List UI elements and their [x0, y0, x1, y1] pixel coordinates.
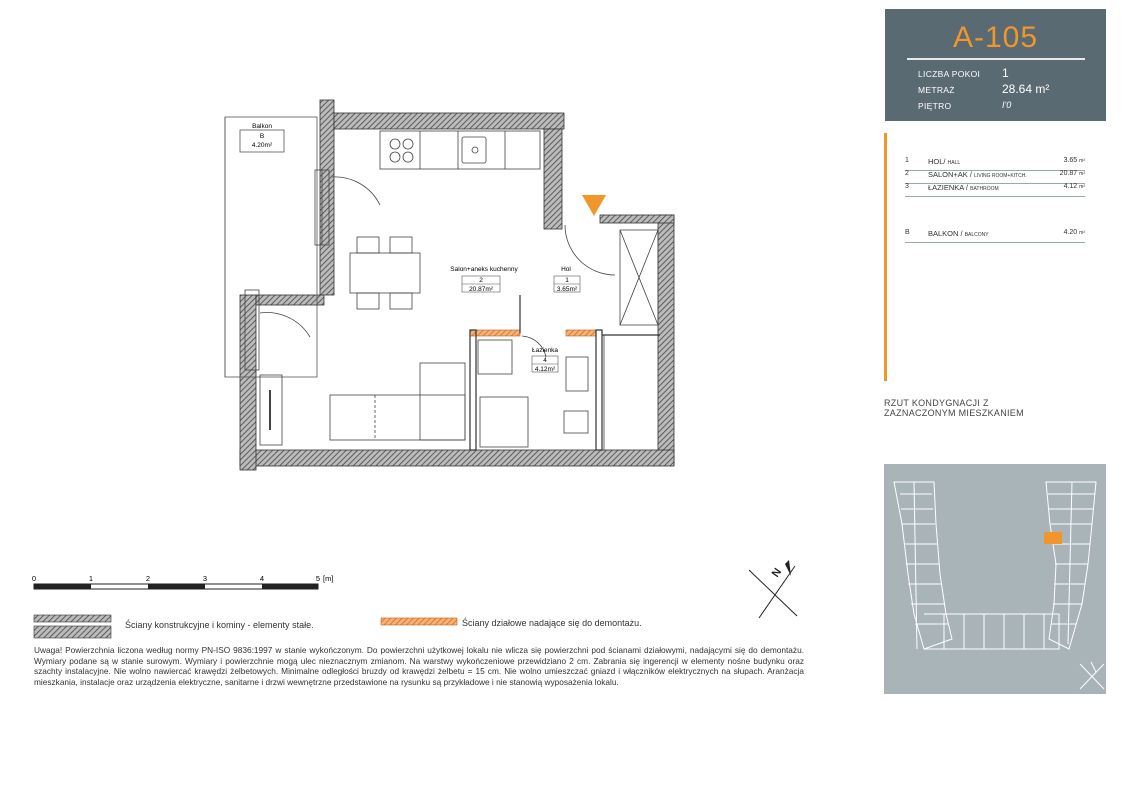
selected-apartment-marker	[1044, 532, 1062, 544]
dining-table	[350, 237, 420, 309]
legend-structural-swatch	[33, 614, 113, 640]
hol-plan-area: 3.65m²	[556, 286, 578, 293]
disclaimer-notes: Uwaga! Powierzchnia liczona według normy PN-ISO 9836:1997 w stanie wykończonym. Do powierzchni użytkowej lokalu nie wlicza się powierzchni pod ścianami działowymi, nadającymi się do demontażu. Wymiary podane są w stanie surowym. Wymiary i powierzchnie mogą ulec nieznacznym zmianom. Na warstwy wykończeniowe przewidziano 2 cm. Zabrania się ingerencji w elementy nośne budynku oraz szachty instalacyjne. Nie wolno nawiercać krawędzi żelbetowych. Minimalne odległości bruzdy od krawędzi żelbetu = 15 cm. Nie wolno umieszczać gniazd i włączników elektrycznych na słupach. Aranżacja mieszkania, instalacje oraz urządzenia elektryczne, sanitarne i drzwi wewnętrzne przedstawione na rysunku są przykładowe i nie stanowią wyposażenia lokalu.	[34, 645, 804, 687]
rooms-value: 1	[1002, 66, 1009, 80]
legend-structural-text: Ściany konstrukcyjne i kominy - elementy stałe.	[125, 620, 314, 630]
hall-wardrobe	[565, 225, 658, 325]
scale-bar	[30, 572, 350, 598]
balcony-plan-area: 4.20m²	[251, 142, 273, 149]
scale-tick-3: 3	[202, 574, 208, 583]
north-label: N	[769, 566, 785, 580]
rzut-title-1: RZUT KONDYGNACJI Z	[884, 398, 989, 408]
area-value: 28.64 m²	[1002, 82, 1050, 96]
scale-tick-2: 2	[145, 574, 151, 583]
salon-plan-name: Salon+aneks kuchenny	[450, 266, 518, 273]
area-label: METRAŻ	[918, 85, 955, 95]
lazienka-plan-name: Łazienka	[531, 347, 559, 354]
legend-removable-text: Ściany działowe nadające się do demontażu.	[462, 618, 642, 628]
scale-unit: [m]	[323, 574, 334, 583]
lazienka-plan-num: 4	[543, 357, 547, 364]
accent-bar	[884, 133, 887, 381]
room-row-living: 2 SALON+AK / LIVING ROOM+KITCH. 20.87 m²	[905, 170, 1085, 184]
floor-value: I'0	[1002, 100, 1012, 110]
balcony-plan-num: B	[259, 133, 265, 140]
room-row-bathroom: 3 ŁAZIENKA / BATHROOM 4.12 m²	[905, 183, 1085, 197]
hol-plan-num: 1	[565, 277, 569, 284]
hol-plan-name: Hol	[561, 266, 571, 273]
north-arrow-icon	[745, 556, 805, 621]
scale-tick-0: 0	[31, 574, 37, 583]
salon-plan-num: 2	[479, 277, 483, 284]
apartment-card	[885, 9, 1106, 121]
entrance-arrow-icon	[582, 195, 606, 216]
sofa	[330, 363, 465, 440]
kitchen-counter	[380, 131, 540, 169]
scale-tick-4: 4	[259, 574, 265, 583]
lazienka-plan-area: 4.12m²	[534, 366, 556, 373]
floor-label: PIĘTRO	[918, 101, 952, 111]
salon-plan-area: 20.87m²	[469, 286, 493, 293]
apartment-id: A-105	[952, 21, 1039, 54]
balcony-outline	[225, 117, 317, 377]
legend-removable-swatch	[380, 617, 460, 626]
title-divider	[907, 58, 1085, 60]
minimap-compass-icon	[1080, 662, 1104, 689]
building-minimap	[884, 464, 1106, 694]
rzut-title-2: ZAZNACZONYM MIESZKANIEM	[884, 408, 1024, 418]
scale-tick-1: 1	[88, 574, 94, 583]
building-outline	[884, 464, 1106, 694]
rooms-label: LICZBA POKOI	[918, 69, 981, 79]
floor-plan	[220, 95, 690, 475]
scale-tick-5: 5	[315, 574, 321, 583]
room-row-hall: 1 HOL/ HALL 3.65 m²	[905, 157, 1085, 171]
balcony-plan-name: Balkon	[252, 123, 272, 130]
room-row-balcony: B BALKON / BALCONY 4.20 m²	[905, 229, 1085, 243]
